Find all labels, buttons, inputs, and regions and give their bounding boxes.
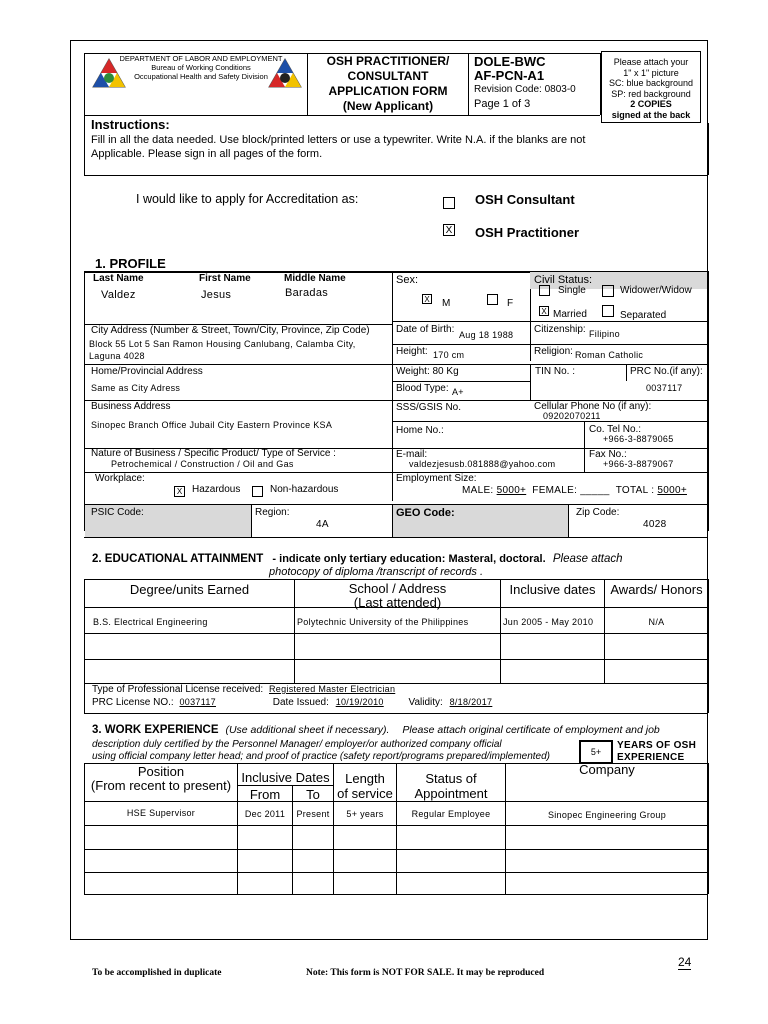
edu-col-school	[295, 582, 500, 610]
work-col-length-line-1: Length	[345, 771, 385, 786]
city-address-value[interactable]	[89, 338, 389, 362]
workplace-label: Workplace:	[95, 473, 145, 484]
form-code-2: AF-PCN-A1	[474, 68, 545, 83]
civil-separated-checkbox[interactable]	[602, 305, 614, 317]
home-no-label: Home No.:	[396, 425, 444, 436]
city-address-label: City Address (Number & Street, Town/City, Province, Zip Code)	[91, 325, 370, 336]
citizenship-label: Citizenship:	[534, 324, 586, 335]
edu-row-dates[interactable]: Jun 2005 - May 2010	[503, 617, 594, 627]
height-value[interactable]: 170 cm	[433, 350, 465, 360]
work-col-length-line-2: of service	[337, 786, 393, 801]
civil-separated-label: Separated	[620, 310, 667, 321]
cell-value[interactable]: 09202070211	[543, 411, 601, 421]
work-row-length[interactable]: 5+ years	[346, 809, 384, 819]
photo-line-5: 2 COPIES	[630, 99, 672, 109]
work-note-italic: (Use additional sheet if necessary).	[225, 724, 390, 736]
edu-col-school-line-1: School / Address	[348, 581, 447, 596]
edu-col-school-line-2: (Last attended)	[353, 595, 442, 610]
years-osh-line-2: EXPERIENCE	[617, 752, 685, 763]
work-col-status	[397, 771, 505, 801]
hazardous-checkbox[interactable]: X	[174, 486, 185, 497]
first-name-value[interactable]: Jesus	[201, 289, 232, 301]
prc-license-line	[92, 697, 492, 708]
non-hazardous-checkbox[interactable]	[252, 486, 263, 497]
civil-single-checkbox[interactable]	[539, 285, 550, 296]
region-value[interactable]: 4A	[316, 519, 329, 530]
validity-value[interactable]: 8/18/2017	[449, 697, 493, 707]
fax-label: Fax No.:	[589, 449, 627, 460]
osh-practitioner-label: OSH Practitioner	[475, 225, 580, 240]
male-value[interactable]: 5000+	[496, 485, 527, 496]
work-row-to[interactable]: Present	[296, 809, 330, 819]
work-row-position[interactable]: HSE Supervisor	[126, 808, 196, 818]
sex-male-label: M	[442, 298, 451, 309]
work-row-company[interactable]: Sinopec Engineering Group	[547, 810, 667, 820]
photo-line-4: SP: red background	[611, 88, 691, 99]
religion-label: Religion:	[534, 346, 573, 357]
profile-section-title: 1. PROFILE	[95, 256, 166, 271]
bureau-name: Bureau of Working Conditions	[151, 63, 251, 72]
civil-widower-label: Widower/Widow	[620, 285, 692, 296]
male-label: MALE:	[462, 485, 494, 496]
osh-practitioner-checkbox[interactable]: X	[443, 224, 455, 236]
geo-label: GEO Code:	[396, 507, 455, 519]
education-header	[92, 552, 702, 566]
license-label: Type of Professional License received:	[92, 684, 264, 695]
sex-label: Sex:	[396, 274, 419, 286]
license-value[interactable]: Registered Master Electrician	[269, 684, 396, 694]
form-title	[309, 54, 467, 114]
sex-female-checkbox[interactable]	[487, 294, 498, 305]
female-label: FEMALE:	[532, 485, 578, 496]
civil-single-label: Single	[558, 285, 586, 296]
blood-type-value[interactable]: A+	[452, 387, 464, 397]
page-of: Page 1 of 3	[474, 98, 531, 110]
instructions-line-1: Fill in all the data needed. Use block/printed letters or use a typewriter. Write N.A. if the blanks are not	[91, 134, 586, 146]
footer-not-for-sale-note: Note: This form is NOT FOR SALE. It may be reproduced	[306, 968, 545, 978]
work-col-to: To	[306, 787, 320, 802]
work-note-line-3: using official company letter head; and proof of practice (safety report/programs prepared/implemented)	[92, 751, 551, 762]
work-col-from: From	[249, 787, 281, 802]
title-line-1: OSH PRACTITIONER/	[326, 54, 450, 68]
home-address-label: Home/Provincial Address	[91, 366, 203, 377]
business-address-value[interactable]: Sinopec Branch Office Jubail City Eastern Province KSA	[91, 420, 333, 430]
license-line	[92, 684, 395, 695]
osh-consultant-checkbox[interactable]	[443, 197, 455, 209]
total-value[interactable]: 5000+	[657, 485, 687, 496]
email-value[interactable]: valdezjesusb.081888@yahoo.com	[409, 459, 556, 469]
edu-row-degree[interactable]: B.S. Electrical Engineering	[93, 617, 208, 627]
years-osh-value[interactable]: 5+	[579, 740, 613, 764]
application-form-page	[70, 40, 708, 940]
email-label: E-mail:	[396, 449, 428, 460]
middle-name-label: Middle Name	[284, 273, 346, 284]
instructions-line-2: Applicable. Please sign in all pages of the form.	[91, 148, 323, 160]
prc-value[interactable]: 0037117	[646, 383, 683, 393]
edu-col-dates: Inclusive dates	[509, 582, 596, 597]
work-col-length	[334, 771, 396, 801]
edu-row-school[interactable]: Polytechnic University of the Philippines	[297, 617, 469, 627]
civil-status-label: Civil Status:	[534, 274, 593, 286]
region-label: Region:	[255, 507, 290, 518]
zip-label: Zip Code:	[576, 507, 620, 518]
prc-label: PRC No.(if any):	[630, 366, 703, 377]
agency-block	[111, 54, 291, 81]
work-col-status-line-2: Appointment	[414, 786, 488, 801]
prc-license-label: PRC License NO.:	[92, 697, 174, 708]
business-address-label: Business Address	[91, 401, 171, 412]
total-label: TOTAL :	[615, 485, 655, 496]
employment-size-values	[462, 485, 687, 496]
education-attach-note: Please attach	[552, 553, 623, 565]
years-osh-line-1: YEARS OF OSH	[617, 740, 697, 751]
city-address-line-1: Block 55 Lot 5 San Ramon Housing Canlubang, Calamba City,	[89, 339, 356, 349]
employment-size-label: Employment Size:	[396, 473, 477, 484]
instructions-title: Instructions:	[91, 117, 170, 132]
dob-label: Date of Birth:	[396, 324, 455, 335]
form-code-block	[474, 55, 598, 111]
sex-male-checkbox[interactable]: X	[422, 294, 432, 304]
title-line-4: (New Applicant)	[342, 99, 434, 113]
religion-value[interactable]: Roman Catholic	[575, 350, 644, 360]
height-label: Height:	[396, 346, 428, 357]
prc-license-value[interactable]: 0037117	[179, 697, 216, 707]
form-code-1: DOLE-BWC	[474, 54, 546, 69]
work-col-position	[85, 765, 237, 793]
city-address-line-2: Laguna 4028	[89, 351, 145, 361]
date-issued-label: Date Issued:	[272, 697, 329, 708]
dob-value[interactable]: Aug 18 1988	[459, 330, 514, 340]
non-hazardous-label: Non-hazardous	[270, 484, 339, 495]
edu-row-awards[interactable]: N/A	[648, 617, 665, 627]
cell-label: Cellular Phone No (if any):	[534, 401, 652, 412]
instructions-text	[91, 133, 596, 161]
nature-label: Nature of Business / Specific Product/ Type of Service :	[91, 448, 336, 459]
photo-line-1: Please attach your	[613, 57, 689, 67]
work-col-position-line-2: (From recent to present)	[90, 778, 232, 793]
work-header	[92, 724, 704, 737]
osh-consultant-label: OSH Consultant	[475, 192, 575, 207]
education-title: 2. EDUCATIONAL ATTAINMENT	[92, 553, 264, 565]
title-line-2: CONSULTANT	[347, 69, 429, 83]
work-row-from[interactable]: Dec 2011	[244, 809, 286, 819]
work-row-status[interactable]: Regular Employee	[411, 809, 491, 819]
work-col-status-line-1: Status of	[425, 771, 477, 786]
civil-married-label: Married	[553, 309, 587, 320]
edu-col-awards: Awards/ Honors	[610, 582, 703, 597]
female-value[interactable]: _____	[580, 485, 610, 496]
title-line-3: APPLICATION FORM	[328, 84, 448, 98]
work-col-dates: Inclusive Dates	[241, 770, 330, 785]
civil-married-checkbox[interactable]: X	[539, 306, 549, 316]
hazardous-label: Hazardous	[192, 484, 241, 495]
page-number: 24	[678, 955, 692, 969]
department-name: DEPARTMENT OF LABOR AND EMPLOYMENT	[119, 54, 283, 63]
blood-type-label: Blood Type:	[396, 383, 449, 394]
edu-col-degree: Degree/units Earned	[129, 582, 250, 597]
civil-widower-checkbox[interactable]	[602, 285, 614, 297]
home-address-value[interactable]: Same as City Adress	[91, 383, 181, 393]
division-name: Occupational Health and Safety Division	[134, 72, 268, 81]
weight-label[interactable]: Weight: 80 Kg	[396, 366, 459, 377]
last-name-value[interactable]: Valdez	[101, 289, 136, 301]
sss-label: SSS/GSIS No.	[396, 402, 462, 413]
work-title: 3. WORK EXPERIENCE	[92, 724, 219, 736]
citizenship-value[interactable]: Filipino	[589, 329, 620, 339]
first-name-label: First Name	[199, 273, 251, 284]
sex-female-label: F	[507, 298, 514, 309]
revision-code: Revision Code: 0803-0	[474, 84, 576, 95]
education-photocopy-note: photocopy of diploma /transcript of records .	[269, 566, 483, 578]
photo-line-3: SC: blue background	[608, 78, 694, 88]
photo-instructions	[602, 57, 700, 120]
photo-line-2: 1" x 1" picture	[623, 67, 679, 78]
middle-name-value[interactable]: Baradas	[285, 287, 329, 299]
work-col-company: Company	[579, 762, 635, 777]
years-osh-label	[617, 740, 696, 764]
work-col-position-line-1: Position	[137, 764, 185, 779]
footer-duplicate-note: To be accomplished in duplicate	[92, 968, 222, 978]
date-issued-value[interactable]: 10/19/2010	[335, 697, 384, 707]
work-note-rest: Please attach original certificate of employment and job	[402, 724, 660, 736]
co-tel-value[interactable]: +966-3-8879065	[603, 434, 674, 444]
photo-line-6: signed at the back	[611, 109, 691, 120]
tin-label: TIN No. :	[535, 366, 576, 377]
last-name-label: Last Name	[93, 273, 144, 284]
fax-value[interactable]: +966-3-8879067	[603, 459, 674, 469]
work-note-line-2: description duly certified by the Personnel Manager/ employer/or authorized company official	[92, 739, 502, 750]
psic-label: PSIC Code:	[91, 507, 144, 518]
education-note: - indicate only tertiary education: Masteral, doctoral.	[272, 553, 546, 565]
accreditation-prompt: I would like to apply for Accreditation as:	[136, 192, 359, 206]
nature-value[interactable]: Petrochemical / Construction / Oil and Gas	[111, 459, 294, 469]
co-tel-label: Co. Tel No.:	[589, 424, 642, 435]
validity-label: Validity:	[408, 697, 443, 708]
zip-value[interactable]: 4028	[643, 519, 667, 530]
